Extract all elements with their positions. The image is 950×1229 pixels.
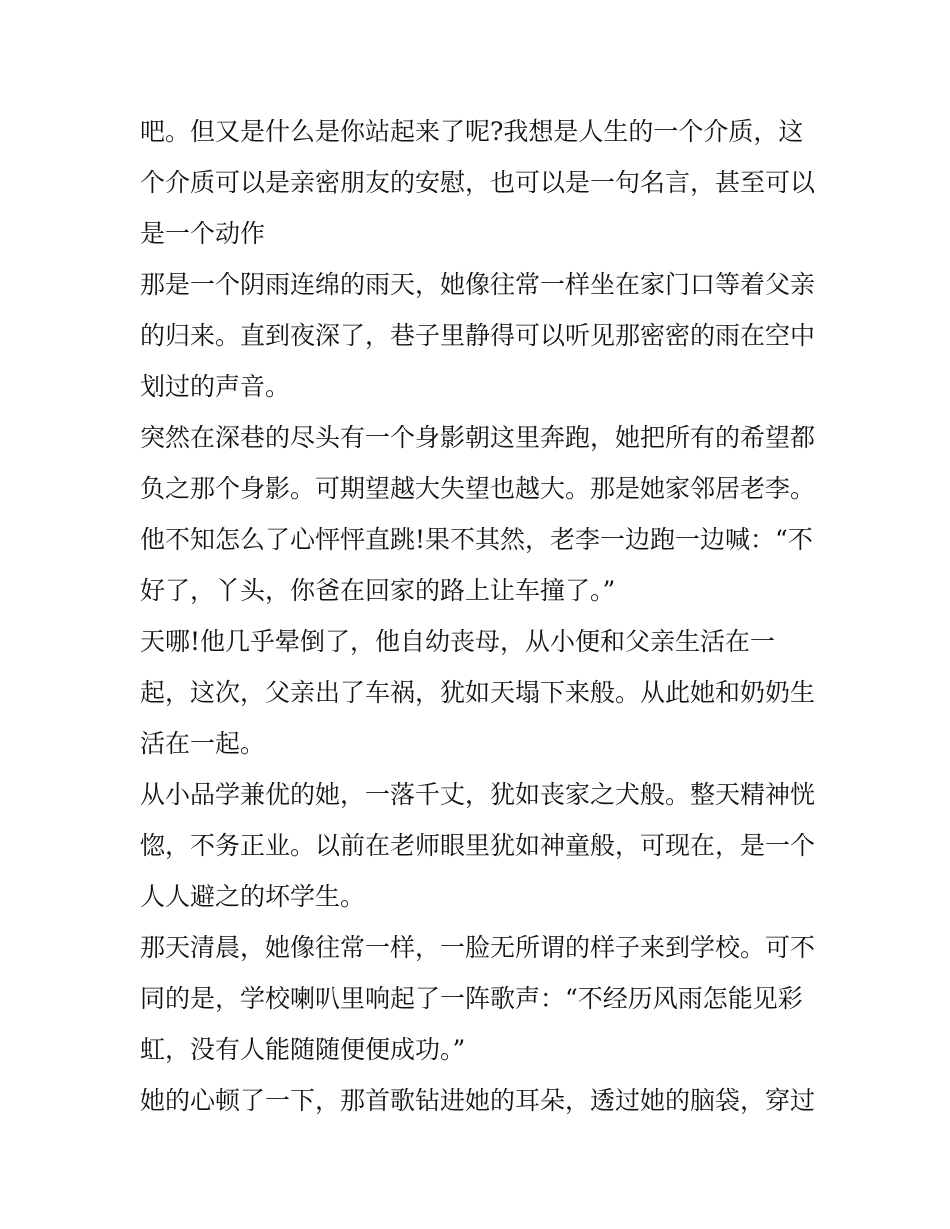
text-line: 那天清晨，她像往常一样，一脸无所谓的样子来到学校。可不 bbox=[140, 933, 816, 962]
text-line: 活在一起。 bbox=[140, 729, 266, 758]
text-line: 划过的声音。 bbox=[140, 372, 291, 401]
text-line: 是一个动作 bbox=[140, 219, 266, 248]
text-line: 那是一个阴雨连绵的雨天，她像往常一样坐在家门口等着父亲 bbox=[140, 270, 816, 299]
text-line: 他不知怎么了心怦怦直跳!果不其然，老李一边跑一边喊：“不 bbox=[140, 525, 813, 554]
text-line: 吧。但又是什么是你站起来了呢?我想是人生的一个介质，这 bbox=[140, 117, 804, 146]
body-text bbox=[140, 106, 820, 1126]
text-line: 虹，没有人能随随便便成功。” bbox=[140, 1035, 466, 1064]
text-line: 起，这次，父亲出了车祸，犹如天塌下来般。从此她和奶奶生 bbox=[140, 678, 816, 707]
text-line: 惚，不务正业。以前在老师眼里犹如神童般，可现在，是一个 bbox=[140, 831, 816, 860]
text-line: 从小品学兼优的她，一落千丈，犹如丧家之犬般。整天精神恍 bbox=[140, 780, 816, 809]
text-line: 的归来。直到夜深了，巷子里静得可以听见那密密的雨在空中 bbox=[140, 321, 816, 350]
text-line: 个介质可以是亲密朋友的安慰，也可以是一句名言，甚至可以 bbox=[140, 168, 816, 197]
text-line: 天哪!他几乎晕倒了，他自幼丧母，从小便和父亲生活在一 bbox=[140, 627, 776, 656]
text-line: 同的是，学校喇叭里响起了一阵歌声：“不经历风雨怎能见彩 bbox=[140, 984, 803, 1013]
text-line: 负之那个身影。可期望越大失望也越大。那是她家邻居老李。 bbox=[140, 474, 816, 503]
text-line: 人人避之的坏学生。 bbox=[140, 882, 366, 911]
text-line: 好了，丫头，你爸在回家的路上让车撞了。” bbox=[140, 576, 616, 605]
text-line: 她的心顿了一下，那首歌钻进她的耳朵，透过她的脑袋，穿过 bbox=[140, 1086, 816, 1115]
text-line: 突然在深巷的尽头有一个身影朝这里奔跑，她把所有的希望都 bbox=[140, 423, 816, 452]
